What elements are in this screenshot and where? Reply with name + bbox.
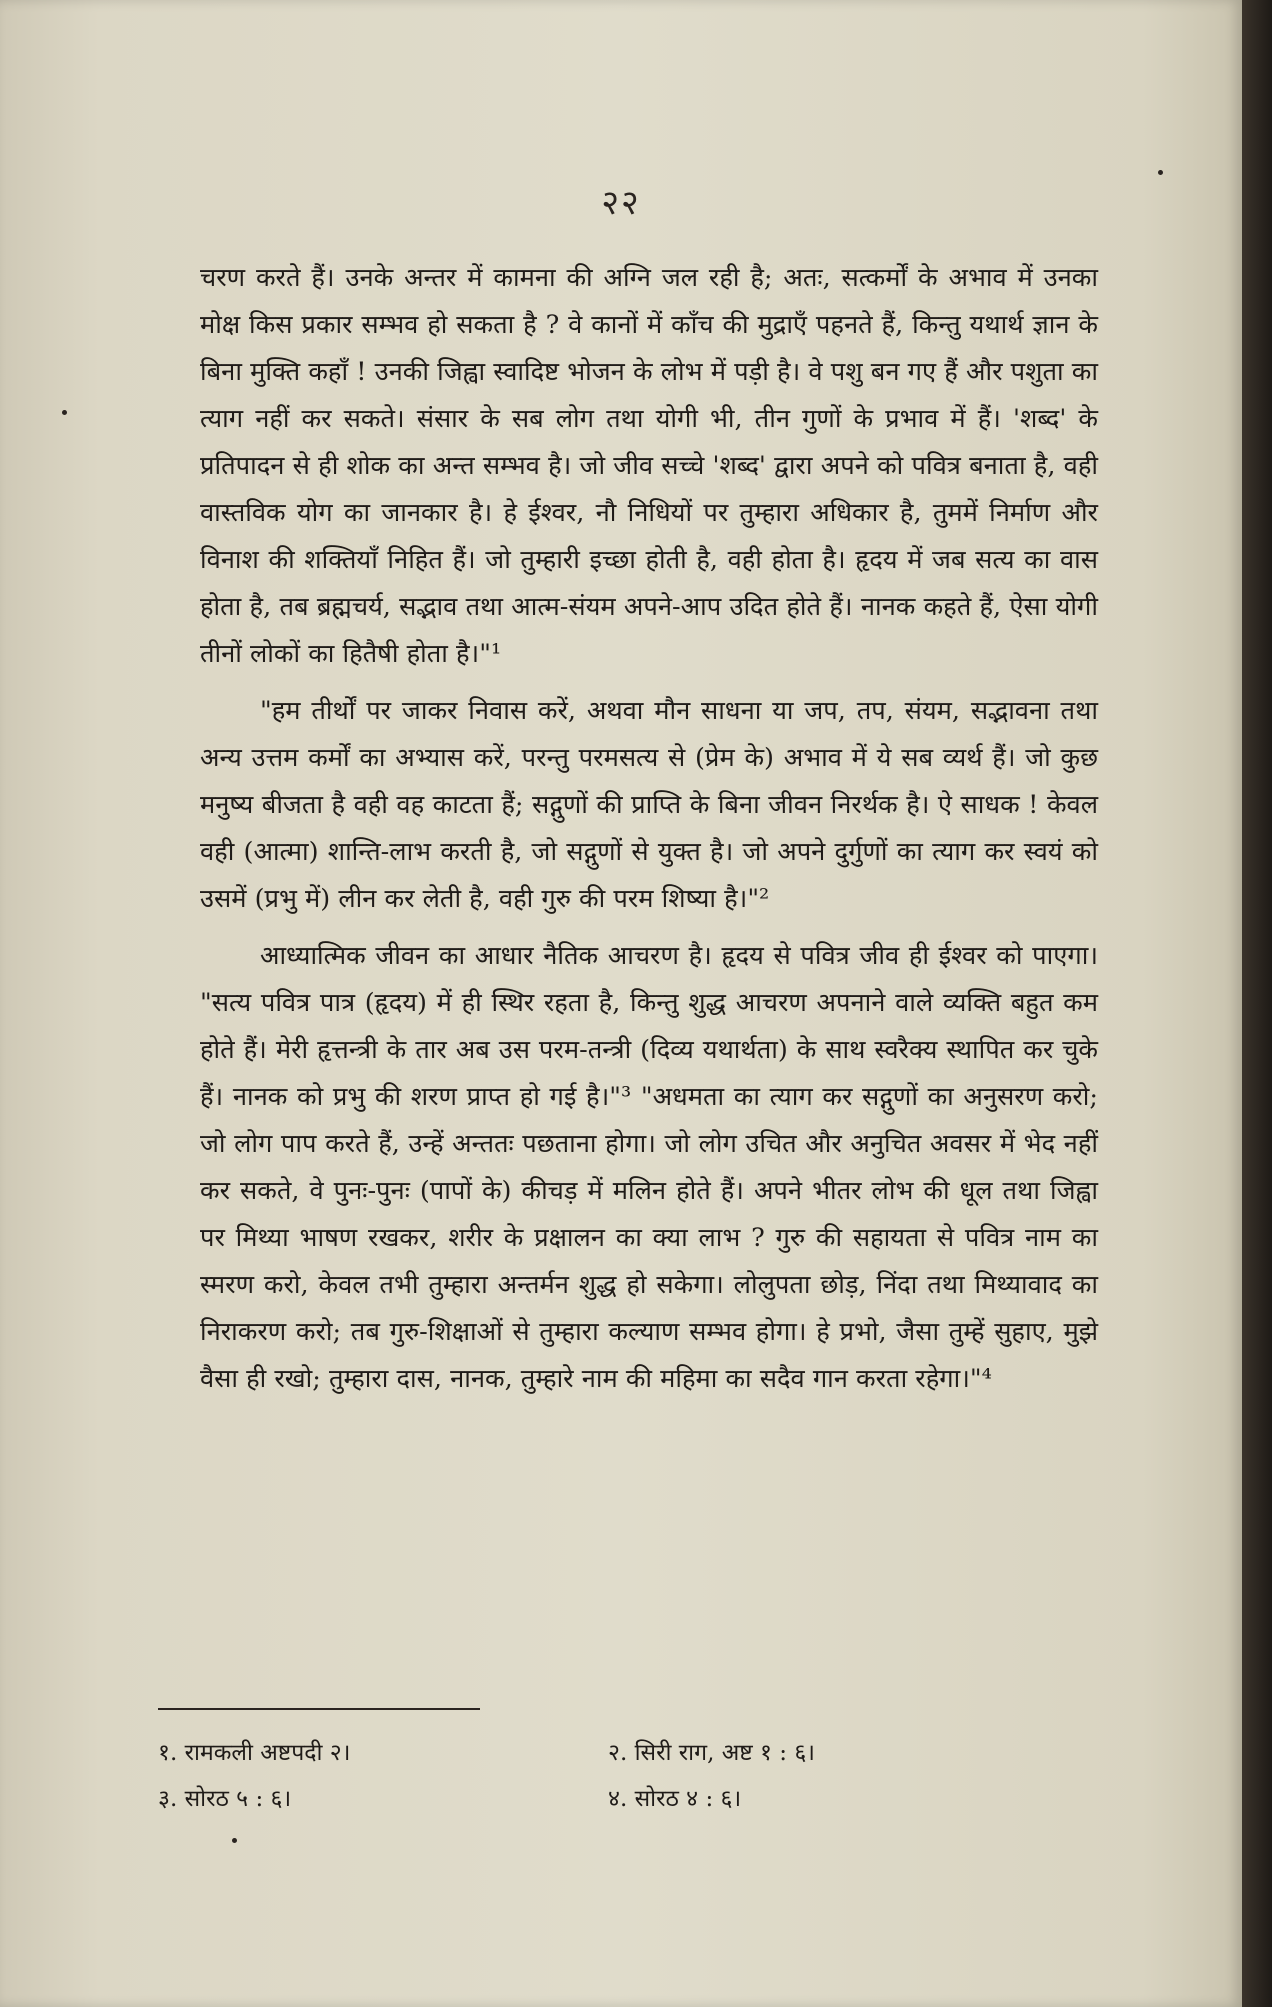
paragraph-2: "हम तीर्थों पर जाकर निवास करें, अथवा मौन साधना या जप, तप, संयम, सद्भावना तथा अन्य उत्तम कर्मों का अभ्यास करें, परन्तु परमसत्य से (प्रेम के) अभाव में ये सब व्यर्थ हैं। जो कुछ मनुष्य बीजता है वही वह काटता हैं; सद्गुणों की प्राप्ति के बिना जीवन निरर्थक है। ऐ साधक ! केवल वही (आत्मा) शान्ति-लाभ करती है, जो सद्गुणों से युक्त है। जो अपने दुर्गुणों का त्याग कर स्वयं को उसमें (प्रभु में) लीन कर लेती है, वही गुरु की परम शिष्या है।"²: [200, 696, 1098, 914]
footnote-1: १. रामकली अष्टपदी २।: [158, 1740, 351, 1766]
paragraph-1: चरण करते हैं। उनके अन्तर में कामना की अग्नि जल रही है; अतः, सत्कर्मों के अभाव में उनका मोक्ष किस प्रकार सम्भव हो सकता है ? वे कानों में काँच की मुद्राएँ पहनते हैं, किन्तु यथार्थ ज्ञान के बिना मुक्ति कहाँ ! उनकी जिह्वा स्वादिष्ट भोजन के लोभ में पड़ी है। वे पशु बन गए हैं और पशुता का त्याग नहीं कर सकते। संसार के सब लोग तथा योगी भी, तीन गुणों के प्रभाव में हैं। 'शब्द' के प्रतिपादन से ही शोक का अन्त सम्भव है। जो जीव सच्चे 'शब्द' द्वारा अपने को पवित्र बनाता है, वही वास्तविक योग का जानकार है। हे ईश्वर, नौ निधियों पर तुम्हारा अधिकार है, तुममें निर्माण और विनाश की शक्तियाँ निहित हैं। जो तुम्हारी इच्छा होती है, वही होता है। हृदय में जब सत्य का वास होता है, तब ब्रह्मचर्य, सद्भाव तथा आत्म-संयम अपने-आप उदित होते हैं। नानक कहते हैं, ऐसा योगी तीनों लोकों का हितैषी होता है।"¹: [200, 263, 1098, 669]
footnote-2: २. सिरी राग, अष्ट १ : ६।: [608, 1740, 816, 1766]
footnotes: [158, 1730, 1058, 1822]
body-text: [200, 255, 1098, 1413]
ink-speck: [1158, 170, 1163, 175]
page-number: २२: [601, 183, 641, 223]
ink-speck: [232, 1838, 237, 1843]
page-edge-shadow: [1242, 0, 1272, 2007]
ink-speck: [62, 410, 67, 415]
footnote-4: ४. सोरठ ४ : ६।: [608, 1786, 742, 1812]
footnote-row: [158, 1730, 1058, 1776]
footnote-rule: [158, 1708, 480, 1710]
paragraph-3: आध्यात्मिक जीवन का आधार नैतिक आचरण है। हृदय से पवित्र जीव ही ईश्वर को पाएगा। "सत्य पवित्र पात्र (हृदय) में ही स्थिर रहता है, किन्तु शुद्ध आचरण अपनाने वाले व्यक्ति बहुत कम होते हैं। मेरी हृत्तन्त्री के तार अब उस परम-तन्त्री (दिव्य यथार्थता) के साथ स्वरैक्य स्थापित कर चुके हैं। नानक को प्रभु की शरण प्राप्त हो गई है।"³ "अधमता का त्याग कर सद्गुणों का अनुसरण करो; जो लोग पाप करते हैं, उन्हें अन्ततः पछताना होगा। जो लोग उचित और अनुचित अवसर में भेद नहीं कर सकते, वे पुनः-पुनः (पापों के) कीचड़ में मलिन होते हैं। अपने भीतर लोभ की धूल तथा जिह्वा पर मिथ्या भाषण रखकर, शरीर के प्रक्षालन का क्या लाभ ? गुरु की सहायता से पवित्र नाम का स्मरण करो, केवल तभी तुम्हारा अन्तर्मन शुद्ध हो सकेगा। लोलुपता छोड़, निंदा तथा मिथ्यावाद का निराकरण करो; तब गुरु-शिक्षाओं से तुम्हारा कल्याण सम्भव होगा। हे प्रभो, जैसा तुम्हें सुहाए, मुझे वैसा ही रखो; तुम्हारा दास, नानक, तुम्हारे नाम की महिमा का सदैव गान करता रहेगा।"⁴: [200, 941, 1098, 1394]
footnote-row: [158, 1776, 1058, 1822]
footnote-3: ३. सोरठ ५ : ६।: [158, 1786, 292, 1812]
